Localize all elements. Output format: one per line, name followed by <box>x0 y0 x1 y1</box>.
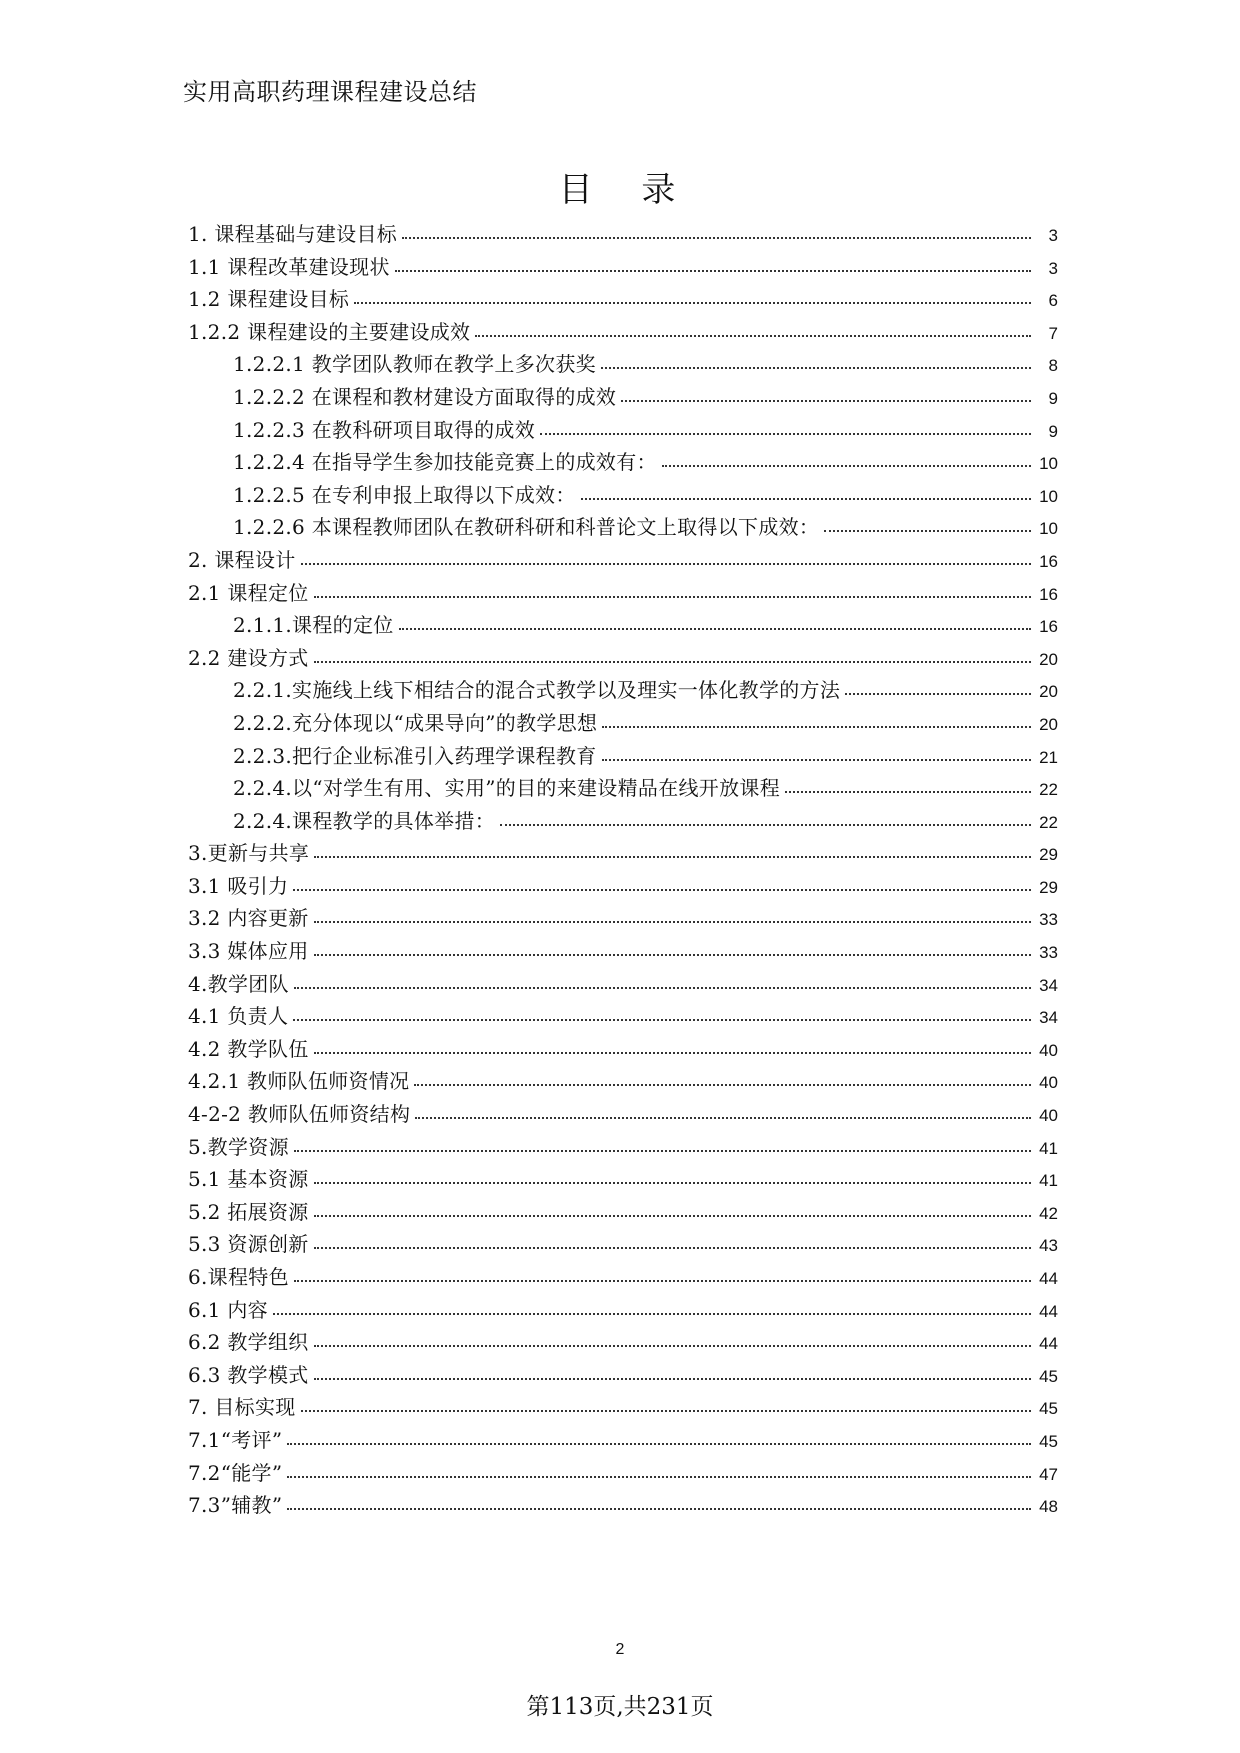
toc-dot-leader <box>314 661 1031 663</box>
toc-entry[interactable] <box>188 1000 1058 1033</box>
toc-entry-label: 2.2 建设方式 <box>188 645 309 670</box>
toc-entry-page: 22 <box>1039 812 1058 832</box>
toc-dot-leader <box>475 335 1031 337</box>
toc-entry-page: 45 <box>1039 1431 1058 1451</box>
toc-dot-leader <box>294 1150 1031 1152</box>
toc-entry-label: 6.课程特色 <box>188 1265 289 1289</box>
toc-entry-page: 9 <box>1048 388 1058 408</box>
toc-entry-page: 20 <box>1039 714 1058 734</box>
toc-entry[interactable] <box>188 674 1058 707</box>
toc-dot-leader <box>402 237 1031 239</box>
toc-entry[interactable] <box>188 870 1058 903</box>
toc-entry-label: 2.2.2.充分体现以“成果导向”的教学思想 <box>233 710 598 735</box>
toc-entry[interactable] <box>188 381 1058 414</box>
toc-dot-leader <box>314 1215 1031 1217</box>
toc-entry[interactable] <box>188 968 1058 1001</box>
toc-entry-page: 10 <box>1039 454 1058 474</box>
toc-title: 目 录 <box>558 170 682 210</box>
toc-entry-page: 29 <box>1039 877 1058 897</box>
toc-dot-leader <box>314 1247 1031 1249</box>
toc-entry-page: 42 <box>1039 1203 1058 1223</box>
toc-entry[interactable] <box>188 1163 1058 1196</box>
toc-dot-leader <box>414 1084 1031 1086</box>
toc-entry-page: 16 <box>1039 617 1058 637</box>
toc-entry[interactable] <box>188 935 1058 968</box>
toc-dot-leader <box>540 433 1031 435</box>
toc-dot-leader <box>824 530 1031 532</box>
toc-entry-page: 16 <box>1039 584 1058 604</box>
toc-dot-leader <box>301 563 1031 565</box>
toc-dot-leader <box>415 1117 1031 1119</box>
toc-entry-page: 41 <box>1039 1171 1058 1191</box>
toc-entry[interactable] <box>188 1457 1058 1490</box>
toc-entry[interactable] <box>188 707 1058 740</box>
toc-entry[interactable] <box>188 1131 1058 1164</box>
toc-entry-page: 3 <box>1048 258 1058 278</box>
toc-entry-page: 34 <box>1039 975 1058 995</box>
toc-entry-label: 3.1 吸引力 <box>188 873 289 898</box>
toc-entry-label: 4.2 教学队伍 <box>188 1036 309 1061</box>
toc-entry[interactable] <box>188 316 1058 349</box>
toc-entry-page: 20 <box>1039 682 1058 702</box>
toc-entry-label: 1.2.2.1 教学团队教师在教学上多次获奖 <box>233 352 596 377</box>
toc-entry[interactable] <box>188 348 1058 381</box>
toc-entry-label: 2. 课程设计 <box>188 547 296 572</box>
toc-entry-page: 29 <box>1039 845 1058 865</box>
toc-dot-leader <box>314 1378 1031 1380</box>
toc-dot-leader <box>314 856 1031 858</box>
toc-entry-label: 2.1 课程定位 <box>188 580 309 605</box>
toc-entry-label: 7.2“能学” <box>188 1460 283 1485</box>
toc-entry[interactable] <box>188 1261 1058 1294</box>
toc-entry[interactable] <box>188 544 1058 577</box>
toc-entry-label: 2.2.1.实施线上线下相结合的混合式教学以及理实一体化教学的方法 <box>233 678 841 703</box>
toc-entry[interactable] <box>188 1359 1058 1392</box>
toc-entry[interactable] <box>188 1228 1058 1261</box>
toc-entry-page: 8 <box>1048 356 1058 376</box>
toc-dot-leader <box>314 921 1031 923</box>
toc-entry-page: 34 <box>1039 1008 1058 1028</box>
toc-dot-leader <box>314 596 1031 598</box>
toc-entry-page: 44 <box>1039 1269 1058 1288</box>
toc-entry-page: 9 <box>1048 421 1058 441</box>
toc-dot-leader <box>273 1313 1031 1315</box>
toc-dot-leader <box>399 628 1031 630</box>
toc-entry-label: 7.1“考评” <box>188 1427 283 1452</box>
toc-dot-leader <box>293 889 1031 891</box>
toc-entry[interactable] <box>188 1489 1058 1522</box>
toc-entry-page: 45 <box>1039 1399 1058 1419</box>
toc-entry-label: 5.3 资源创新 <box>188 1232 309 1257</box>
toc-entry-label: 2.2.3.把行企业标准引入药理学课程教育 <box>233 743 597 768</box>
toc-entry-label: 1.2.2.4 在指导学生参加技能竞赛上的成效有： <box>233 450 657 475</box>
toc-entry-label: 4-2-2 教师队伍师资结构 <box>188 1102 411 1127</box>
toc-entry[interactable] <box>188 414 1058 447</box>
toc-entry-page: 47 <box>1039 1464 1058 1484</box>
toc-entry-label: 1.1 课程改革建设现状 <box>188 254 390 279</box>
toc-entry-page: 22 <box>1039 780 1058 800</box>
toc-entry-label: 1.2.2.2 在课程和教材建设方面取得的成效 <box>233 384 617 409</box>
toc-dot-leader <box>314 1182 1031 1184</box>
toc-dot-leader <box>301 1410 1031 1412</box>
toc-entry-page: 40 <box>1039 1073 1058 1093</box>
toc-entry-label: 1.2 课程建设目标 <box>188 287 350 312</box>
toc-entry-label: 6.2 教学组织 <box>188 1330 309 1355</box>
toc-dot-leader <box>293 1019 1031 1021</box>
page-footer: 第113页,共231页 <box>526 1694 714 1720</box>
toc-entry[interactable] <box>188 837 1058 870</box>
toc-dot-leader <box>581 498 1031 500</box>
page-number: 2 <box>615 1641 625 1658</box>
toc-dot-leader <box>294 1280 1031 1282</box>
toc-entry-label: 4.教学团队 <box>188 971 289 996</box>
toc-entry-label: 2.2.4.课程教学的具体举措： <box>233 808 496 833</box>
toc-entry[interactable] <box>188 740 1058 773</box>
toc-entry[interactable] <box>188 1065 1058 1098</box>
toc-entry[interactable] <box>188 1391 1058 1424</box>
toc-dot-leader <box>602 726 1031 728</box>
toc-entry-page: 48 <box>1039 1497 1058 1517</box>
toc-entry-label: 1.2.2.6 本课程教师团队在教研科研和科普论文上取得以下成效： <box>233 515 820 540</box>
toc-dot-leader <box>785 791 1031 793</box>
toc-entry[interactable] <box>188 902 1058 935</box>
toc-entry-label: 3.2 内容更新 <box>188 906 309 931</box>
toc-dot-leader <box>354 302 1031 304</box>
toc-entry[interactable] <box>188 218 1058 251</box>
toc-entry-label: 7.3”辅教” <box>188 1493 283 1518</box>
toc-entry[interactable] <box>188 479 1058 512</box>
toc-dot-leader <box>287 1443 1031 1445</box>
toc-entry-page: 10 <box>1039 519 1058 539</box>
toc-entry[interactable] <box>188 283 1058 316</box>
document-header-title: 实用高职药理课程建设总结 <box>183 78 477 106</box>
toc-entry[interactable] <box>188 446 1058 479</box>
toc-dot-leader <box>287 1476 1031 1478</box>
toc-entry-label: 1.2.2.5 在专利申报上取得以下成效： <box>233 482 576 507</box>
toc-dot-leader <box>294 987 1031 989</box>
toc-entry-label: 6.1 内容 <box>188 1297 268 1322</box>
toc-entry[interactable] <box>188 609 1058 642</box>
toc-entry-label: 7. 目标实现 <box>188 1395 296 1420</box>
toc-dot-leader <box>395 270 1031 272</box>
toc-entry-label: 5.1 基本资源 <box>188 1167 309 1192</box>
toc-dot-leader <box>314 1052 1031 1054</box>
toc-entry-label: 1.2.2.3 在教科研项目取得的成效 <box>233 417 536 442</box>
toc-entry-page: 45 <box>1039 1366 1058 1386</box>
toc-entry-label: 2.1.1.课程的定位 <box>233 613 394 638</box>
toc-entry-page: 33 <box>1039 943 1058 963</box>
toc-entry-label: 6.3 教学模式 <box>188 1362 309 1387</box>
toc-entry-page: 3 <box>1048 226 1058 245</box>
toc-entry[interactable] <box>188 251 1058 284</box>
toc-entry-page: 7 <box>1048 323 1058 343</box>
toc-dot-leader <box>287 1508 1031 1510</box>
toc-entry-label: 4.1 负责人 <box>188 1004 289 1029</box>
toc-entry[interactable] <box>188 1033 1058 1066</box>
toc-entry-page: 10 <box>1039 486 1058 506</box>
toc-entry-page: 40 <box>1039 1040 1058 1060</box>
toc-entry-page: 33 <box>1039 910 1058 930</box>
toc-entry[interactable] <box>188 1326 1058 1359</box>
table-of-contents <box>188 218 1058 1522</box>
toc-entry[interactable] <box>188 642 1058 675</box>
toc-entry-label: 3.更新与共享 <box>188 841 310 866</box>
toc-entry-label: 1.2.2 课程建设的主要建设成效 <box>188 319 471 344</box>
toc-dot-leader <box>500 824 1031 826</box>
toc-entry-label: 3.3 媒体应用 <box>188 939 309 964</box>
toc-entry-page: 16 <box>1039 551 1058 571</box>
toc-entry-label: 5.教学资源 <box>188 1134 289 1159</box>
toc-entry-page: 40 <box>1039 1106 1058 1126</box>
toc-entry-label: 4.2.1 教师队伍师资情况 <box>188 1069 410 1094</box>
toc-dot-leader <box>662 465 1031 467</box>
toc-entry[interactable] <box>188 772 1058 805</box>
toc-entry[interactable] <box>188 511 1058 544</box>
toc-entry-label: 1. 课程基础与建设目标 <box>188 222 398 246</box>
toc-entry-label: 2.2.4.以“对学生有用、实用”的目的来建设精品在线开放课程 <box>233 776 780 801</box>
toc-entry-page: 20 <box>1039 649 1058 669</box>
toc-dot-leader <box>621 400 1031 402</box>
toc-entry[interactable] <box>188 1196 1058 1229</box>
toc-entry-page: 21 <box>1039 747 1058 767</box>
toc-entry-page: 6 <box>1048 291 1058 311</box>
toc-dot-leader <box>601 367 1031 369</box>
toc-entry-page: 44 <box>1039 1301 1058 1321</box>
toc-dot-leader <box>845 693 1031 695</box>
toc-entry[interactable] <box>188 1424 1058 1457</box>
toc-entry-page: 44 <box>1039 1334 1058 1354</box>
toc-dot-leader <box>314 1345 1031 1347</box>
toc-entry[interactable] <box>188 1098 1058 1131</box>
toc-dot-leader <box>602 759 1031 761</box>
toc-dot-leader <box>314 954 1031 956</box>
toc-entry-page: 43 <box>1039 1236 1058 1256</box>
toc-entry-label: 5.2 拓展资源 <box>188 1199 309 1224</box>
toc-entry-page: 41 <box>1039 1138 1058 1158</box>
toc-entry[interactable] <box>188 1294 1058 1327</box>
toc-entry[interactable] <box>188 577 1058 610</box>
toc-entry[interactable] <box>188 805 1058 838</box>
